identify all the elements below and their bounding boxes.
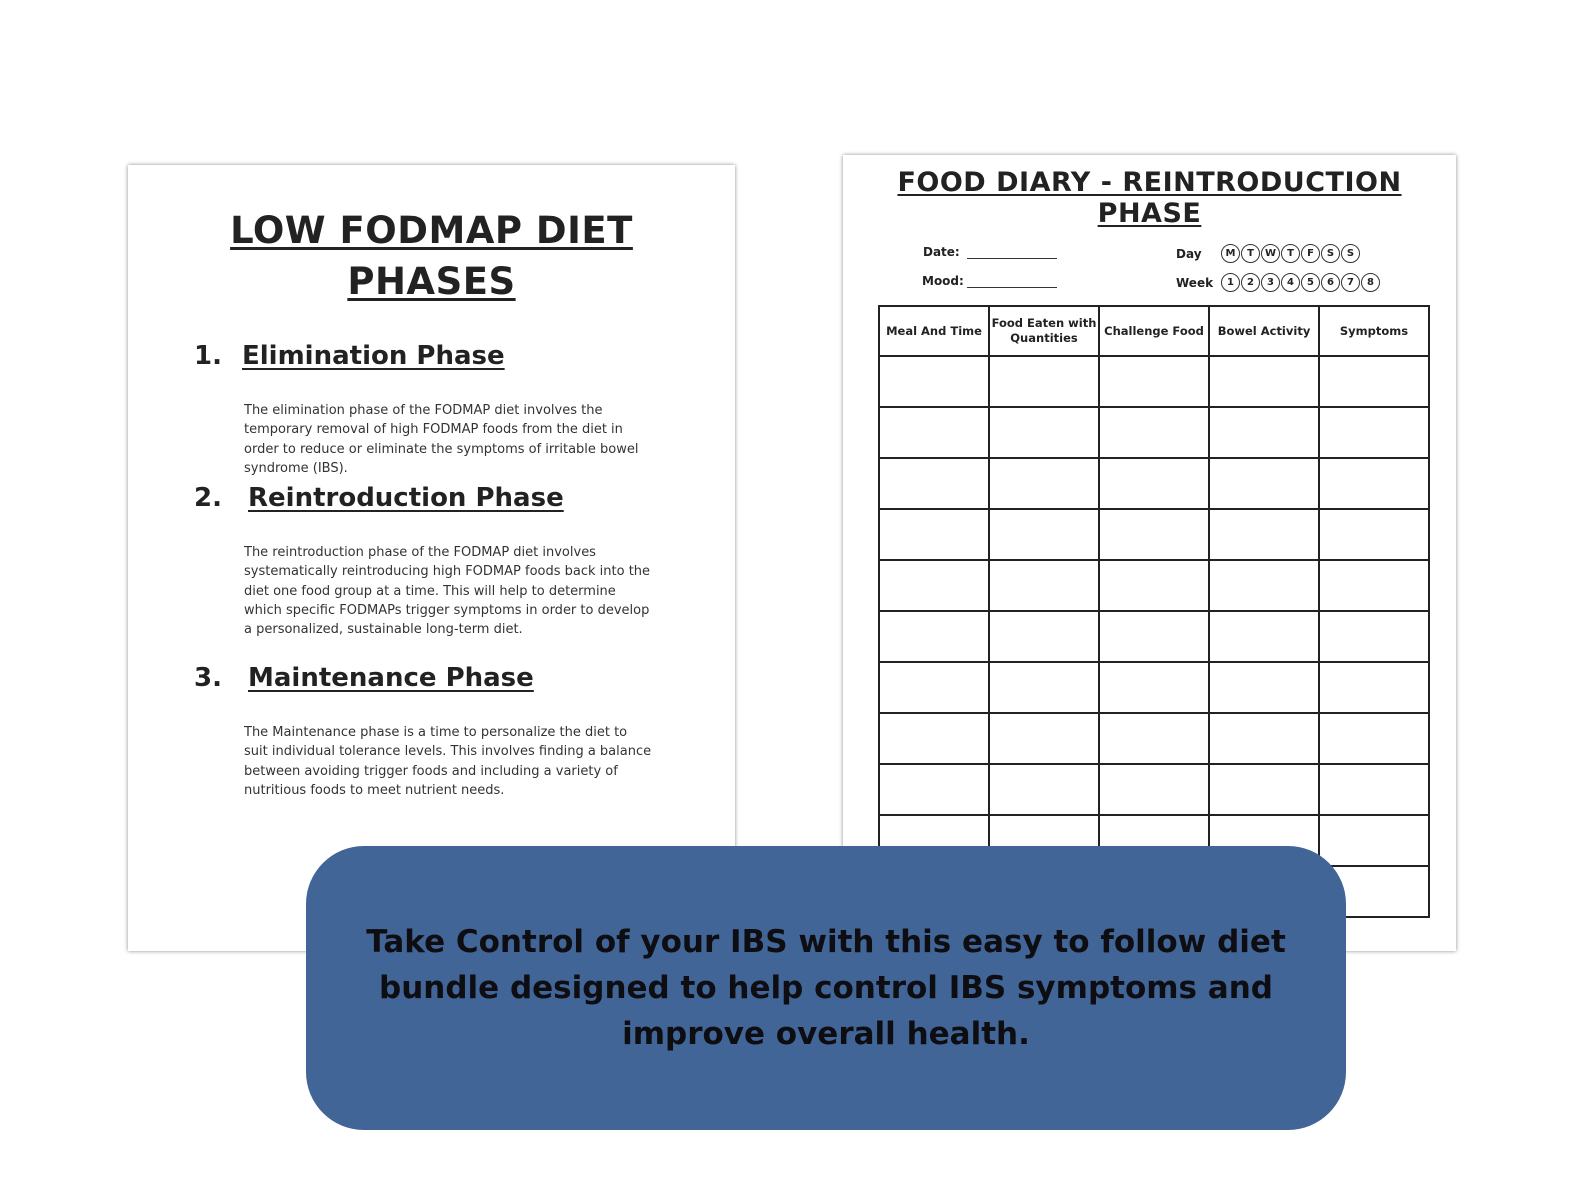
day-circle: M bbox=[1221, 244, 1240, 263]
phase-1-number: 1. bbox=[194, 341, 222, 371]
table-row bbox=[879, 713, 1429, 764]
table-cell bbox=[989, 407, 1099, 458]
table-cell bbox=[1209, 713, 1319, 764]
table-cell bbox=[1319, 662, 1429, 713]
mood-label: Mood: bbox=[922, 274, 964, 288]
table-header-row bbox=[879, 306, 1429, 356]
day-circle: F bbox=[1301, 244, 1320, 263]
table-cell bbox=[1099, 662, 1209, 713]
table-cell bbox=[1209, 662, 1319, 713]
table-cell bbox=[1209, 560, 1319, 611]
table-cell bbox=[1319, 713, 1429, 764]
day-circle: S bbox=[1341, 244, 1360, 263]
table-cell bbox=[1209, 356, 1319, 407]
document-title bbox=[128, 205, 735, 307]
title-line-1: LOW FODMAP DIET bbox=[230, 209, 633, 252]
food-diary-table bbox=[878, 305, 1430, 918]
table-cell bbox=[1099, 560, 1209, 611]
phase-1-body: The elimination phase of the FODMAP diet involves the temporary removal of high FODMAP foods from the diet in order to reduce or eliminate the symptoms of irritable bowel syndrome (IBS). bbox=[244, 403, 639, 476]
title-line-2: PHASES bbox=[347, 260, 516, 303]
table-row bbox=[879, 407, 1429, 458]
table-cell bbox=[1319, 815, 1429, 866]
column-header: Meal And Time bbox=[879, 306, 989, 356]
day-label: Day bbox=[1176, 247, 1202, 261]
column-header: Symptoms bbox=[1319, 306, 1429, 356]
table-row bbox=[879, 509, 1429, 560]
banner-text: Take Control of your IBS with this easy to follow diet bundle designed to help control IBS symptoms and improve overall health. bbox=[366, 924, 1286, 1052]
phase-2-heading: Reintroduction Phase bbox=[248, 483, 564, 513]
phase-2-body: The reintroduction phase of the FODMAP diet involves systematically reintroducing high FODMAP foods back into the diet one food group at a time. This will help to determine which specific FODMAPs trigger symptoms in order to develop a personalized, sustainable long-term diet. bbox=[244, 545, 651, 638]
table-cell bbox=[1319, 764, 1429, 815]
table-cell bbox=[1319, 560, 1429, 611]
table-cell bbox=[1209, 764, 1319, 815]
table-cell bbox=[879, 713, 989, 764]
table-cell bbox=[1099, 458, 1209, 509]
day-circle: T bbox=[1281, 244, 1300, 263]
phase-3-body: The Maintenance phase is a time to personalize the diet to suit individual tolerance levels. This involves finding a balance between avoiding trigger foods and including a variety of nutritious foods to meet nutrient needs. bbox=[244, 725, 652, 798]
week-circle: 4 bbox=[1281, 273, 1300, 292]
diary-title-line-2: PHASE bbox=[1097, 198, 1202, 229]
table-cell bbox=[989, 560, 1099, 611]
table-row bbox=[879, 611, 1429, 662]
week-circle: 2 bbox=[1241, 273, 1260, 292]
week-circle: 7 bbox=[1341, 273, 1360, 292]
column-header: Challenge Food bbox=[1099, 306, 1209, 356]
table-cell bbox=[1319, 611, 1429, 662]
day-circle: T bbox=[1241, 244, 1260, 263]
column-header: Bowel Activity bbox=[1209, 306, 1319, 356]
mood-line bbox=[967, 287, 1057, 288]
diary-title bbox=[843, 167, 1456, 229]
date-line bbox=[967, 258, 1057, 259]
table-cell bbox=[1099, 407, 1209, 458]
phase-2-number: 2. bbox=[194, 483, 222, 513]
table-cell bbox=[1099, 611, 1209, 662]
table-cell bbox=[879, 764, 989, 815]
phase-1-heading: Elimination Phase bbox=[242, 341, 505, 371]
table-cell bbox=[1319, 356, 1429, 407]
table-cell bbox=[1099, 764, 1209, 815]
table-cell bbox=[1099, 713, 1209, 764]
table-cell bbox=[1209, 611, 1319, 662]
week-circle: 1 bbox=[1221, 273, 1240, 292]
week-circle: 3 bbox=[1261, 273, 1280, 292]
column-header: Food Eaten with Quantities bbox=[989, 306, 1099, 356]
diary-title-line-1: FOOD DIARY - REINTRODUCTION bbox=[897, 167, 1402, 198]
table-cell bbox=[879, 407, 989, 458]
week-label: Week bbox=[1176, 276, 1214, 290]
date-label: Date: bbox=[923, 245, 960, 259]
table-row bbox=[879, 560, 1429, 611]
table-cell bbox=[879, 509, 989, 560]
phase-3-number: 3. bbox=[194, 663, 222, 693]
table-cell bbox=[879, 356, 989, 407]
table-cell bbox=[989, 611, 1099, 662]
week-circle: 6 bbox=[1321, 273, 1340, 292]
table-cell bbox=[1319, 407, 1429, 458]
table-cell bbox=[989, 509, 1099, 560]
table-cell bbox=[1099, 356, 1209, 407]
table-cell bbox=[1099, 509, 1209, 560]
table-cell bbox=[879, 458, 989, 509]
table-cell bbox=[989, 764, 1099, 815]
table-row bbox=[879, 662, 1429, 713]
table-cell bbox=[1209, 458, 1319, 509]
day-circles bbox=[1221, 244, 1360, 263]
table-cell bbox=[1319, 509, 1429, 560]
phases-document-page bbox=[128, 165, 735, 951]
table-cell bbox=[879, 611, 989, 662]
table-cell bbox=[989, 662, 1099, 713]
week-circle: 5 bbox=[1301, 273, 1320, 292]
table-cell bbox=[1319, 458, 1429, 509]
week-circle: 8 bbox=[1361, 273, 1380, 292]
promo-banner bbox=[306, 846, 1346, 1130]
week-circles bbox=[1221, 273, 1380, 292]
table-row bbox=[879, 458, 1429, 509]
phase-3-heading: Maintenance Phase bbox=[248, 663, 534, 693]
table-row bbox=[879, 356, 1429, 407]
day-circle: S bbox=[1321, 244, 1340, 263]
table-cell bbox=[1209, 509, 1319, 560]
table-cell bbox=[989, 356, 1099, 407]
table-cell bbox=[1209, 407, 1319, 458]
table-cell bbox=[989, 458, 1099, 509]
table-cell bbox=[989, 713, 1099, 764]
table-cell bbox=[879, 560, 989, 611]
table-cell bbox=[879, 662, 989, 713]
day-circle: W bbox=[1261, 244, 1280, 263]
table-row bbox=[879, 764, 1429, 815]
food-diary-page bbox=[843, 155, 1456, 951]
